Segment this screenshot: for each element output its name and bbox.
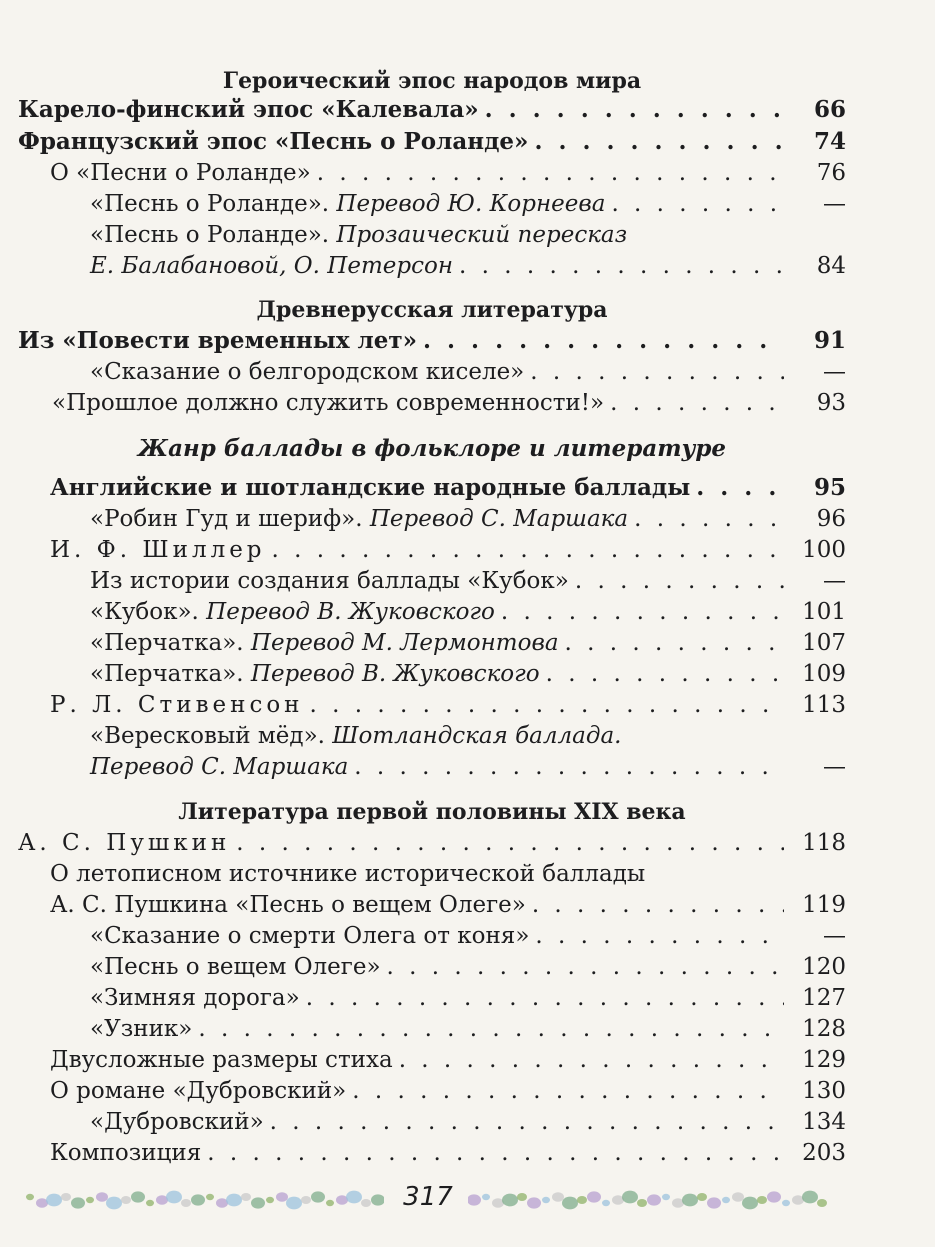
toc-entry: Композиция . . . 203 <box>50 1137 846 1169</box>
decorative-dot <box>722 1197 730 1203</box>
decorative-dot <box>647 1194 661 1205</box>
decorative-dot <box>577 1196 587 1204</box>
toc-entry: «Песнь о вещем Олеге» . . . 120 <box>90 951 846 983</box>
toc-entry: А. С. Пушкин . . . 118 <box>18 827 846 859</box>
decorative-dot <box>266 1197 274 1203</box>
decorative-dot <box>517 1193 527 1201</box>
decorative-dot <box>542 1197 550 1203</box>
decorative-dot <box>181 1199 191 1207</box>
toc-entry: «Перчатка». Перевод В. Жуковского . . . 109 <box>90 658 846 690</box>
decorative-dot <box>622 1191 638 1204</box>
decorative-dot <box>802 1191 818 1204</box>
toc-entry: «Кубок». Перевод В. Жуковского . . . 101 <box>90 596 846 628</box>
decorative-dot <box>86 1197 94 1203</box>
decorative-dot <box>46 1194 62 1207</box>
toc-entry: Двусложные размеры стиха . . . 129 <box>50 1044 846 1076</box>
decorative-dot <box>206 1194 214 1200</box>
toc-entry: О «Песни о Роланде» . . . 76 <box>50 157 846 189</box>
decorative-dot <box>166 1191 182 1204</box>
decorative-dot <box>742 1197 758 1210</box>
decorative-dot <box>562 1197 578 1210</box>
decorative-dot <box>587 1191 601 1202</box>
decorative-dot <box>552 1192 564 1202</box>
toc-entry: «Узник» . . . 128 <box>90 1013 846 1045</box>
decorative-dot <box>757 1196 767 1204</box>
section-heading: Жанр баллады в фольклоре и литературе <box>137 435 727 462</box>
decorative-dot <box>276 1192 288 1202</box>
decorative-dot <box>106 1197 122 1210</box>
decorative-dot <box>697 1193 707 1201</box>
decorative-dot <box>637 1199 647 1207</box>
decorative-dot <box>26 1194 34 1200</box>
decorative-dots-right <box>468 1188 828 1212</box>
toc-entry: «Вересковый мёд». Шотландская баллада. <box>90 723 622 749</box>
decorative-dot <box>326 1200 334 1206</box>
decorative-dot <box>482 1194 490 1200</box>
toc-entry: Французский эпос «Песнь о Роланде» . . . 74 <box>18 126 846 158</box>
decorative-dot <box>191 1194 205 1205</box>
section-heading: Героический эпос народов мира <box>222 68 642 94</box>
toc-entry: «Дубровский» . . . 134 <box>90 1106 846 1138</box>
decorative-dot <box>527 1197 541 1208</box>
decorative-dot <box>707 1197 721 1208</box>
toc-entry: «Перчатка». Перевод М. Лермонтова . . . 107 <box>90 627 846 659</box>
decorative-dot <box>241 1193 251 1201</box>
decorative-dot <box>121 1196 131 1204</box>
section-heading: Литература первой половины XIX века <box>178 799 686 825</box>
toc-entry: О романе «Дубровский» . . . 130 <box>50 1075 846 1107</box>
decorative-dot <box>96 1192 108 1202</box>
decorative-dots-left <box>24 1188 384 1212</box>
toc-entry: «Робин Гуд и шериф». Перевод С. Маршака . . . 96 <box>90 503 846 535</box>
decorative-dot <box>311 1191 325 1202</box>
toc-entry: И. Ф. Шиллер . . . 100 <box>50 534 846 566</box>
toc-entry: Из «Повести временных лет» . . . 91 <box>18 325 846 357</box>
decorative-dot <box>817 1199 827 1207</box>
decorative-dot <box>301 1196 311 1204</box>
section-heading: Древнерусская литература <box>256 297 608 323</box>
decorative-dot <box>146 1200 154 1206</box>
decorative-dot <box>662 1194 670 1200</box>
decorative-dot <box>346 1191 362 1204</box>
decorative-dot <box>468 1194 481 1205</box>
decorative-dot <box>371 1194 384 1205</box>
decorative-dot <box>361 1199 371 1207</box>
decorative-dot <box>226 1194 242 1207</box>
toc-entry-continuation: Перевод С. Маршака . . . — <box>90 751 846 783</box>
decorative-dot <box>782 1200 790 1206</box>
decorative-dot <box>251 1197 265 1208</box>
decorative-dot <box>502 1194 518 1207</box>
toc-entry: «Прошлое должно служить современности!» . . . 93 <box>52 387 846 419</box>
page-number: 317 <box>403 1182 453 1212</box>
toc-entry: «Сказание о белгородском киселе» . . . — <box>90 356 846 388</box>
decorative-dot <box>131 1191 145 1202</box>
toc-entry: Р. Л. Стивенсон . . . 113 <box>50 689 846 721</box>
decorative-dot <box>286 1197 302 1210</box>
decorative-dot <box>767 1191 781 1202</box>
toc-entry: О летописном источнике исторической баллады <box>50 861 646 887</box>
decorative-dot <box>732 1192 744 1202</box>
toc-entry-continuation: А. С. Пушкина «Песнь о вещем Олеге» . . . 119 <box>50 889 846 921</box>
page-footer <box>0 1180 935 1220</box>
decorative-dot <box>71 1197 85 1208</box>
decorative-dot <box>61 1193 71 1201</box>
toc-entry: «Песнь о Роланде». Перевод Ю. Корнеева . . . — <box>90 188 846 220</box>
decorative-dot <box>602 1200 610 1206</box>
toc-entry: «Зимняя дорога» . . . 127 <box>90 982 846 1014</box>
toc-entry-continuation: Е. Балабановой, О. Петерсон . . . 84 <box>90 250 846 282</box>
toc-entry: Карело-финский эпос «Калевала» . . . 66 <box>18 94 846 126</box>
decorative-dot <box>682 1194 698 1207</box>
toc-entry: «Сказание о смерти Олега от коня» . . . — <box>90 920 846 952</box>
toc-entry: Английские и шотландские народные баллады . . . 95 <box>50 472 846 504</box>
toc-entry: Из истории создания баллады «Кубок» . . . — <box>90 565 846 597</box>
toc-entry: «Песнь о Роланде». Прозаический пересказ <box>90 222 628 248</box>
